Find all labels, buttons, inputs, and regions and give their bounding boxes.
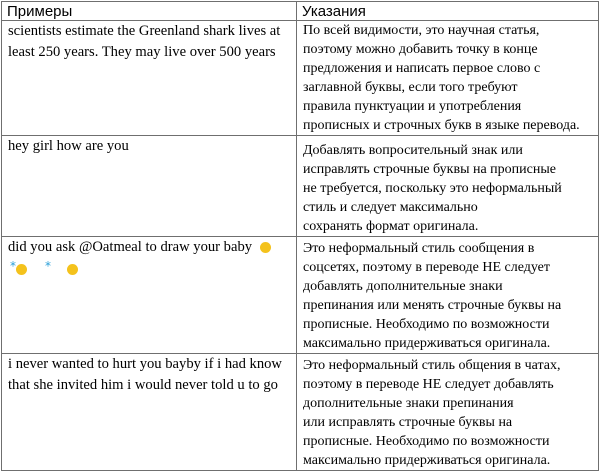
example-text: hey girl how are you [8,138,129,154]
emoji-row [8,258,292,282]
instruction-text: или исправлять строчные буквы на [303,415,513,430]
example-cell [2,354,297,471]
instruction-cell [297,136,599,237]
instruction-text: стиль и следует максимально [303,200,478,215]
header-instructions: Указания [297,2,599,21]
table-row [2,21,599,136]
instruction-cell [297,354,599,471]
instruction-text: исправлять строчные буквы на прописные [303,162,556,177]
instruction-cell [297,237,599,354]
instruction-text: сохранять формат оригинала. [303,219,479,234]
instruction-text: не требуется, поскольку это неформальный [303,181,562,196]
example-cell [2,136,297,237]
example-cell [2,237,297,354]
header-examples: Примеры [2,2,297,21]
smiley-emoji-icon [16,264,27,275]
instruction-text: прописные. Необходимо по возможности [303,434,550,449]
instruction-text: добавлять дополнительные знаки [303,279,503,294]
example-text: i never wanted to hurt you bayby if i had know [8,356,282,372]
instruction-text: соцсетях, поэтому в переводе НЕ следует [303,260,551,275]
sparkle-icon: * [10,259,16,273]
table-row [2,354,599,471]
instruction-text: поэтому в переводе НЕ следует добавлять [303,377,554,392]
sparkle-icon: * [45,259,51,273]
example-text: did you ask @Oatmeal to draw your baby [8,239,253,255]
instruction-text: правила пунктуации и употребления [303,99,522,114]
example-text: least 250 years. They may live over 500 years [8,44,276,60]
instruction-text: прописных и строчных букв в языке перевода. [303,118,580,133]
example-text: scientists estimate the Greenland shark lives at [8,23,281,39]
instruction-text: поэтому можно добавить точку в конце [303,42,538,57]
instruction-text: максимально придерживаться оригинала. [303,453,551,468]
instruction-text: По всей видимости, это научная статья, [303,23,540,38]
table-row [2,237,599,354]
instruction-text: предложения и написать первое слово с [303,61,541,76]
smiley-emoji-icon [260,242,271,253]
instruction-cell [297,21,599,136]
instruction-text: дополнительные знаки препинания [303,396,514,411]
instruction-text: Добавлять вопросительный знак или [303,143,523,158]
instruction-text: Это неформальный стиль общения в чатах, [303,358,561,373]
examples-table [1,1,599,471]
smiley-emoji-icon [67,264,78,275]
instruction-text: заглавной буквы, если того требуют [303,80,518,95]
instruction-text: препинания или менять строчные буквы на [303,298,562,313]
instruction-text: Это неформальный стиль сообщения в [303,241,535,256]
example-text: that she invited him i would never told u to go [8,377,278,393]
example-cell [2,21,297,136]
header-row [2,2,599,21]
table-row [2,136,599,237]
instruction-text: максимально придерживаться оригинала. [303,336,551,351]
instruction-text: прописные. Необходимо по возможности [303,317,550,332]
